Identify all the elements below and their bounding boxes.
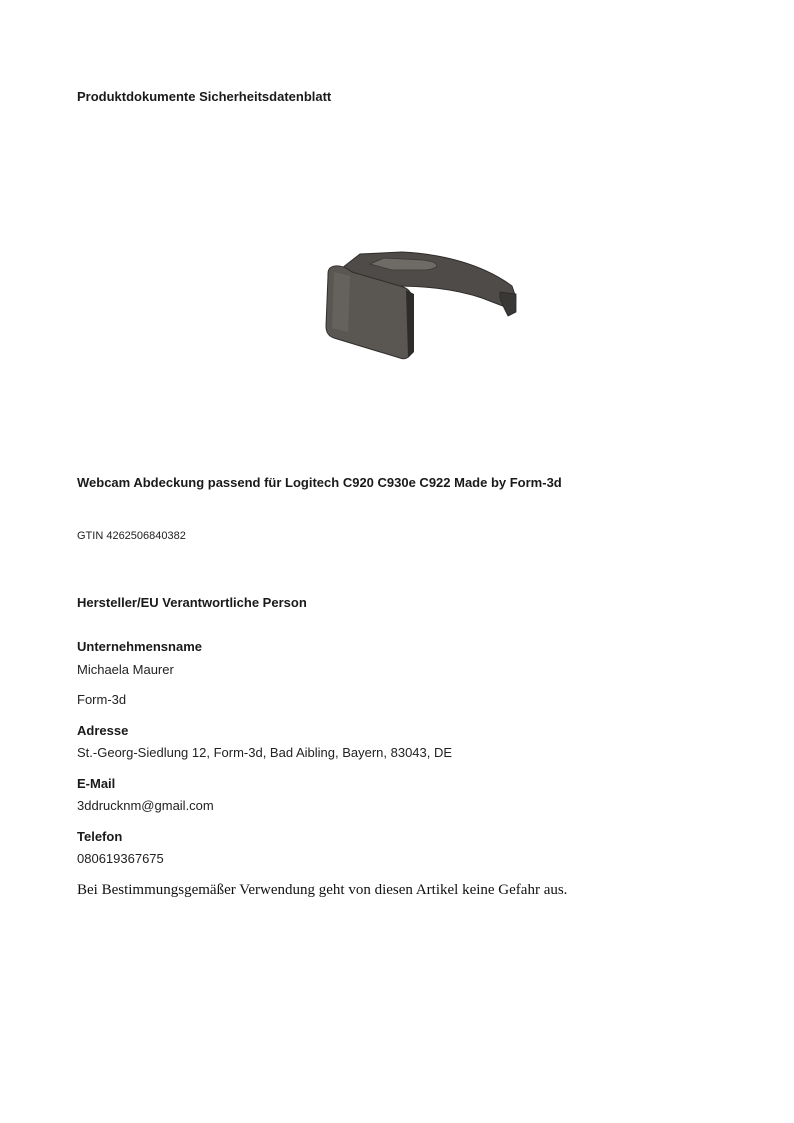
cover-flap-highlight (332, 272, 350, 332)
address-value: St.-Georg-Siedlung 12, Form-3d, Bad Aibling, Bayern, 83043, DE (77, 745, 453, 760)
gtin-number: GTIN 4262506840382 (77, 530, 186, 542)
document-heading: Produktdokumente Sicherheitsdatenblatt (77, 89, 332, 104)
company-name: Form-3d (77, 692, 127, 707)
email-value: 3ddrucknm@gmail.com (77, 798, 214, 813)
phone-value: 080619367675 (77, 851, 164, 866)
manufacturer-section-title: Hersteller/EU Verantwortliche Person (77, 595, 307, 610)
email-label: E-Mail (77, 776, 116, 791)
cover-hook (500, 292, 516, 316)
product-title: Webcam Abdeckung passend für Logitech C920 C930e C922 Made by Form-3d (77, 475, 562, 490)
address-label: Adresse (77, 723, 129, 738)
company-name-label: Unternehmensname (77, 639, 202, 654)
person-name: Michaela Maurer (77, 662, 174, 677)
phone-label: Telefon (77, 829, 123, 844)
safety-note: Bei Bestimmungsgemäßer Verwendung geht von diesen Artikel keine Gefahr aus. (77, 882, 568, 898)
product-image (322, 246, 522, 362)
